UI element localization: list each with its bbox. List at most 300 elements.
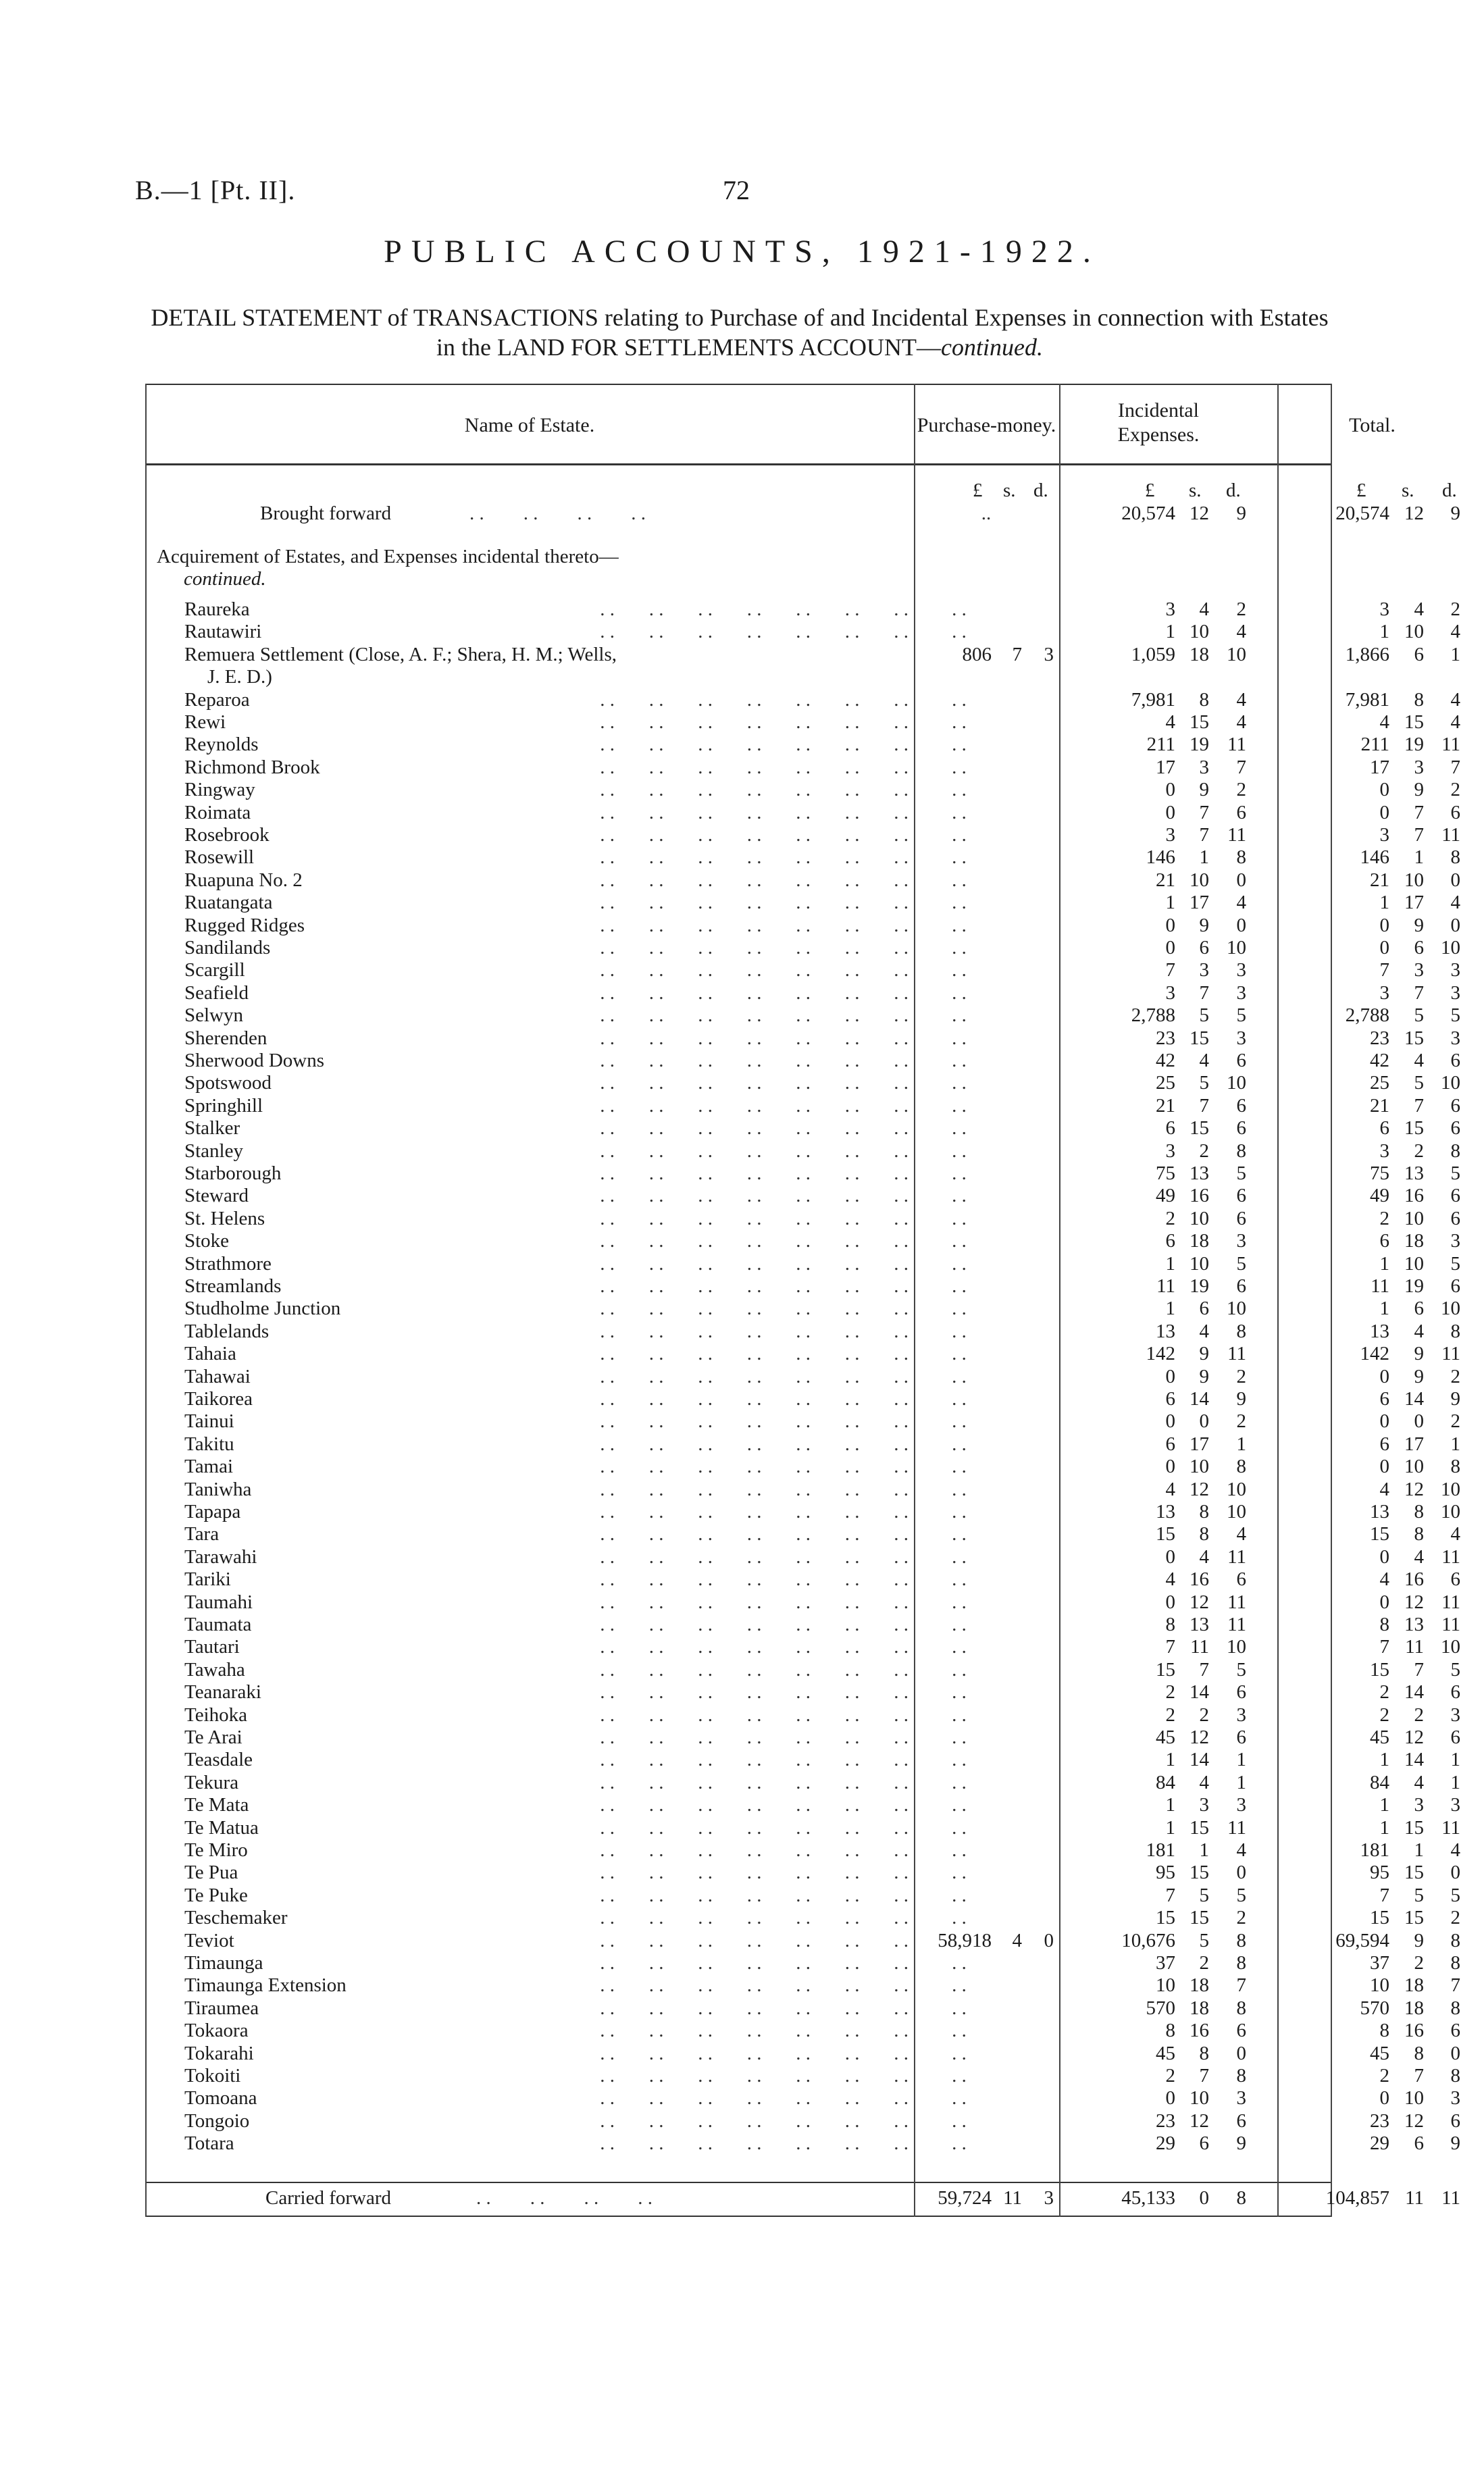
estate-name: Ruapuna No. 2 (184, 869, 303, 891)
total-pence: 11 (1441, 1614, 1460, 1635)
incidental-shillings: 15 (1189, 711, 1209, 733)
incidental-shillings: 13 (1189, 1614, 1209, 1635)
incidental-shillings: 9 (1199, 1365, 1209, 1387)
total-pence: 3 (1450, 981, 1460, 1004)
leader-dots: . . . . . . . . . . . . . . (600, 1004, 909, 1027)
incidental-shillings: 5 (1199, 1004, 1209, 1027)
total-pounds: 75 (1370, 1162, 1389, 1184)
estate-name: Teanaraki (184, 1681, 261, 1704)
total-shillings: 3 (1414, 959, 1424, 981)
table-row (145, 2020, 1460, 2042)
estate-name: Stalker (184, 1117, 240, 1140)
total-pence: 11 (1441, 1591, 1460, 1613)
total-pounds: 84 (1370, 1771, 1389, 1793)
incidental-shillings: 7 (1199, 2065, 1209, 2087)
incidental-pence: 6 (1236, 1207, 1246, 1229)
leader-dots: . . . . . . . . . . . . . . (600, 1884, 909, 1906)
estate-name: Stoke (184, 1230, 230, 1252)
total-pence: 7 (1450, 756, 1460, 778)
total-shillings: 4 (1414, 1771, 1424, 1793)
table-row (145, 959, 1460, 981)
incidental-pence: 6 (1236, 2020, 1246, 2042)
bf-total-pounds: 20,574 (1335, 503, 1389, 524)
purchase-empty-dots: . . (952, 869, 967, 891)
total-pence: 2 (1450, 1410, 1460, 1433)
estate-name: Richmond Brook (184, 756, 320, 778)
total-pounds: 21 (1370, 869, 1389, 891)
incidental-pence: 11 (1227, 734, 1246, 756)
purchase-pounds: 58,918 (938, 1929, 992, 1951)
total-pence: 3 (1450, 2087, 1460, 2109)
incidental-pounds: 142 (1146, 1343, 1175, 1365)
estate-name: St. Helens (184, 1207, 265, 1229)
total-pounds: 45 (1370, 2042, 1389, 2064)
incidental-shillings: 15 (1189, 1862, 1209, 1884)
total-shillings: 10 (1404, 1456, 1424, 1478)
leader-dots: . . . . . . . . . . . . . . (600, 959, 909, 981)
incidental-shillings: 15 (1189, 1027, 1209, 1049)
total-pence: 0 (1450, 914, 1460, 936)
total-pounds: 0 (1379, 1456, 1389, 1478)
total-shillings: 4 (1414, 1320, 1424, 1342)
total-pence: 1 (1450, 643, 1460, 665)
incidental-pence: 3 (1236, 1794, 1246, 1816)
estate-name: Starborough (184, 1162, 282, 1184)
incidental-pounds: 23 (1156, 2109, 1175, 2132)
leader-dots: . . . . . . . . . . . . . . (600, 1974, 909, 1997)
purchase-empty-dots: . . (952, 1207, 967, 1229)
incidental-pence: 10 (1227, 1636, 1246, 1658)
total-pence: 4 (1450, 688, 1460, 711)
incidental-shillings: 1 (1199, 846, 1209, 869)
leader-dots: . . . . . . . . . . . . . . (600, 1478, 909, 1500)
total-pence: 7 (1450, 1974, 1460, 1997)
total-pence: 1 (1450, 1433, 1460, 1455)
incidental-pence: 5 (1236, 1004, 1246, 1027)
estate-name: Te Pua (184, 1862, 238, 1884)
incidental-shillings: 8 (1199, 688, 1209, 711)
incidental-shillings: 18 (1189, 1997, 1209, 2019)
total-pounds: 0 (1379, 1365, 1389, 1387)
estate-name: Tongoio (184, 2109, 250, 2132)
incidental-pence: 1 (1236, 1771, 1246, 1793)
total-shillings: 0 (1414, 1410, 1424, 1433)
total-pence: 5 (1450, 1658, 1460, 1681)
purchase-empty-dots: . . (952, 1275, 967, 1297)
incidental-pence: 5 (1236, 1884, 1246, 1906)
purchase-empty-dots: . . (952, 914, 967, 936)
total-shillings: 17 (1404, 892, 1424, 914)
total-pence: 10 (1441, 1298, 1460, 1320)
incidental-shillings: 18 (1189, 643, 1209, 665)
incidental-pence: 2 (1236, 1907, 1246, 1929)
purchase-pence: 0 (1044, 1929, 1054, 1951)
brought-forward-purchase: .. (981, 503, 992, 524)
subtitle-main: DETAIL STATEMENT of TRANSACTIONS relating to Purchase of and Incidental Expenses in connection with Estates in the LAND FOR SETTLEMENTS ACCOUNT— (151, 304, 1329, 361)
total-shillings: 14 (1404, 1681, 1424, 1704)
total-pounds: 13 (1370, 1320, 1389, 1342)
estate-name: Taikorea (184, 1388, 253, 1410)
incidental-pence: 8 (1236, 1997, 1246, 2019)
total-pence: 6 (1450, 1727, 1460, 1748)
total-pounds: 3 (1379, 824, 1389, 846)
purchase-pounds: 806 (962, 643, 992, 665)
estate-name: Taumahi (184, 1591, 253, 1613)
estate-name: Tariki (184, 1568, 231, 1591)
total-pounds: 7 (1379, 1636, 1389, 1658)
table-row (145, 1207, 1460, 1230)
total-pounds: 0 (1379, 937, 1389, 958)
leader-dots: . . . . . . . . . . . . . . (600, 937, 909, 958)
total-pounds: 4 (1379, 711, 1389, 733)
total-pounds: 2 (1379, 1207, 1389, 1229)
leader-dots: . . . . . . . . . . . . . . (600, 2065, 909, 2087)
incidental-pounds: 7 (1165, 959, 1175, 981)
incidental-pence: 6 (1236, 1275, 1246, 1297)
page-ref: B.—1 [Pt. II]. (135, 175, 296, 205)
total-pence: 2 (1450, 779, 1460, 801)
incidental-pence: 3 (1236, 2087, 1246, 2109)
total-pounds: 1 (1379, 1298, 1389, 1320)
estate-name: Tahaia (184, 1343, 236, 1365)
table-row (145, 1140, 1460, 1162)
total-pence: 3 (1450, 1027, 1460, 1049)
purchase-empty-dots: . . (952, 2132, 967, 2155)
estate-name: Sherwood Downs (184, 1050, 325, 1071)
incidental-shillings: 5 (1199, 1929, 1209, 1951)
table-row (145, 1636, 1460, 1658)
purchase-empty-dots: . . (952, 1839, 967, 1861)
purchase-empty-dots: . . (952, 1636, 967, 1658)
leader-dots: . . . . . . . . . . . . . . (600, 824, 909, 846)
table-row (145, 1704, 1460, 1727)
total-pounds: 0 (1379, 914, 1389, 936)
total-pence: 1 (1450, 1771, 1460, 1793)
purchase-empty-dots: . . (952, 1794, 967, 1816)
total-shillings: 7 (1414, 981, 1424, 1004)
total-pounds: 49 (1370, 1185, 1389, 1207)
estate-name: Reynolds (184, 734, 259, 756)
incidental-pounds: 0 (1165, 2087, 1175, 2109)
leader-dots: . . . . . . . . . . . . . . (600, 2109, 909, 2132)
incidental-shillings: 10 (1189, 1207, 1209, 1229)
incidental-pence: 8 (1236, 1952, 1246, 1974)
incidental-pounds: 45 (1156, 1727, 1175, 1748)
incidental-pounds: 49 (1156, 1185, 1175, 1207)
incidental-pence: 1 (1236, 1433, 1246, 1455)
incidental-pence: 5 (1236, 1658, 1246, 1681)
incidental-pounds: 1 (1165, 892, 1175, 914)
total-shillings: 15 (1404, 1027, 1424, 1049)
estate-name: Teschemaker (184, 1907, 288, 1929)
purchase-empty-dots: . . (952, 1501, 967, 1523)
total-pounds: 15 (1370, 1907, 1389, 1929)
table-row (145, 1456, 1460, 1478)
total-pence: 11 (1441, 824, 1460, 846)
total-pounds: 4 (1379, 1568, 1389, 1591)
leader-dots: . . . . . . . . . . . . . . (600, 2042, 909, 2064)
incidental-shillings: 12 (1189, 2109, 1209, 2132)
table-row (145, 1478, 1460, 1501)
incidental-pounds: 0 (1165, 1410, 1175, 1433)
incidental-pence: 2 (1236, 779, 1246, 801)
incidental-pounds: 3 (1165, 598, 1175, 620)
leader-dots: . . . . . . . . (476, 2187, 653, 2209)
bf-incidental-pounds: 20,574 (1121, 503, 1175, 524)
table-row-continuation (145, 666, 1332, 688)
incidental-pounds: 570 (1146, 1997, 1175, 2019)
total-pounds: 3 (1379, 598, 1389, 620)
incidental-pence: 11 (1227, 1614, 1246, 1635)
total-pounds: 0 (1379, 1591, 1389, 1613)
total-pounds: 23 (1370, 2109, 1389, 2132)
leader-dots: . . . . . . . . . . . . . . (600, 1636, 909, 1658)
table-row (145, 1681, 1460, 1704)
incidental-shillings: 16 (1189, 1185, 1209, 1207)
estate-name: Taumata (184, 1614, 252, 1635)
incidental-pounds: 23 (1156, 1027, 1175, 1049)
total-pounds: 6 (1379, 1117, 1389, 1140)
col-header-total: Total. (1349, 414, 1396, 436)
estate-name: Teviot (184, 1929, 234, 1951)
incidental-pence: 6 (1236, 1681, 1246, 1704)
estate-name: Roimata (184, 801, 251, 823)
total-pence: 4 (1450, 892, 1460, 914)
total-shillings: 7 (1414, 824, 1424, 846)
incidental-shillings: 5 (1199, 1884, 1209, 1906)
total-shillings: 10 (1404, 1207, 1424, 1229)
incidental-shillings: 17 (1189, 892, 1209, 914)
purchase-empty-dots: . . (952, 621, 967, 643)
incidental-pence: 7 (1236, 1974, 1246, 1997)
incidental-pence: 7 (1236, 756, 1246, 778)
total-pence: 8 (1450, 846, 1460, 869)
incidental-shillings: 3 (1199, 756, 1209, 778)
total-pounds: 45 (1370, 1727, 1389, 1748)
total-pounds: 8 (1379, 2020, 1389, 2042)
incidental-shillings: 2 (1199, 1140, 1209, 1162)
purchase-empty-dots: . . (952, 1433, 967, 1455)
total-shillings: 5 (1414, 1884, 1424, 1906)
estate-name: Sandilands (184, 937, 271, 958)
incidental-pounds: 0 (1165, 914, 1175, 936)
total-pounds: 3 (1379, 981, 1389, 1004)
cf-incidental-pence: 8 (1236, 2187, 1246, 2209)
incidental-pounds: 0 (1165, 801, 1175, 823)
incidental-pence: 5 (1236, 1252, 1246, 1275)
incidental-shillings: 14 (1189, 1749, 1209, 1771)
total-pence: 5 (1450, 1162, 1460, 1184)
total-pence: 6 (1450, 1094, 1460, 1117)
purchase-empty-dots: . . (952, 1658, 967, 1681)
total-shillings: 10 (1404, 621, 1424, 643)
table-row (145, 1614, 1460, 1636)
total-pence: 6 (1450, 2020, 1460, 2042)
total-shillings: 19 (1404, 734, 1424, 756)
incidental-pounds: 146 (1146, 846, 1175, 869)
incidental-shillings: 1 (1199, 1839, 1209, 1861)
total-pence: 4 (1450, 711, 1460, 733)
total-pence: 8 (1450, 1929, 1460, 1951)
incidental-shillings: 2 (1199, 1952, 1209, 1974)
table-row (145, 1162, 1460, 1185)
total-pence: 4 (1450, 621, 1460, 643)
brought-forward-row (145, 503, 1460, 525)
total-shillings: 10 (1404, 1252, 1424, 1275)
incidental-pounds: 11 (1156, 1275, 1175, 1297)
leader-dots: . . . . . . . . . . . . . . (600, 1681, 909, 1704)
cf-purchase-pence: 3 (1044, 2187, 1054, 2209)
incidental-shillings: 4 (1199, 1771, 1209, 1793)
total-pounds: 2 (1379, 2065, 1389, 2087)
leader-dots: . . . . . . . . . . . . . . (600, 598, 909, 620)
bf-total-pence: 9 (1450, 503, 1460, 524)
total-pounds: 2 (1379, 1681, 1389, 1704)
total-shillings: 1 (1414, 846, 1424, 869)
estate-name: Tara (184, 1523, 220, 1545)
purchase-empty-dots: . . (952, 598, 967, 620)
leader-dots: . . . . . . . . . . . . . . (600, 1568, 909, 1591)
incidental-pounds: 21 (1156, 1094, 1175, 1117)
incidental-pence: 8 (1236, 1456, 1246, 1478)
estate-name: Steward (184, 1185, 249, 1207)
total-pounds: 7 (1379, 1884, 1389, 1906)
incidental-shillings: 2 (1199, 1704, 1209, 1726)
incidental-pounds: 181 (1146, 1839, 1175, 1861)
total-shillings: 8 (1414, 2042, 1424, 2064)
incidental-pounds: 95 (1156, 1862, 1175, 1884)
incidental-shillings: 10 (1189, 2087, 1209, 2109)
incidental-shillings: 4 (1199, 598, 1209, 620)
total-pounds: 570 (1360, 1997, 1389, 2019)
total-pence: 6 (1450, 1207, 1460, 1229)
incidental-pence: 10 (1227, 937, 1246, 958)
total-pounds: 15 (1370, 1523, 1389, 1545)
incidental-pence: 3 (1236, 1027, 1246, 1049)
incidental-pounds: 10 (1156, 1974, 1175, 1997)
total-shillings: 5 (1414, 1072, 1424, 1094)
estate-name: Scargill (184, 959, 245, 981)
purchase-empty-dots: . . (952, 1591, 967, 1613)
estate-name: Tautari (184, 1636, 240, 1658)
incidental-pounds: 25 (1156, 1072, 1175, 1094)
incidental-pounds: 6 (1165, 1230, 1175, 1252)
incidental-pence: 8 (1236, 846, 1246, 869)
cf-purchase-shillings: 11 (1003, 2187, 1022, 2209)
estate-name: Strathmore (184, 1252, 272, 1275)
estate-name: Ringway (184, 779, 255, 801)
incidental-shillings: 15 (1189, 1907, 1209, 1929)
incidental-pence: 11 (1227, 1545, 1246, 1568)
table-row (145, 756, 1460, 779)
total-pence: 9 (1450, 2132, 1460, 2155)
purchase-empty-dots: . . (952, 1884, 967, 1906)
incidental-pounds: 37 (1156, 1952, 1175, 1974)
total-pence: 8 (1450, 1456, 1460, 1478)
purchase-empty-dots: . . (952, 1545, 967, 1568)
purchase-empty-dots: . . (952, 1456, 967, 1478)
incidental-pounds: 17 (1156, 756, 1175, 778)
purchase-empty-dots: . . (952, 2042, 967, 2064)
leader-dots: . . . . . . . . . . . . . . (600, 846, 909, 869)
incidental-shillings: 18 (1189, 1974, 1209, 1997)
incidental-pence: 6 (1236, 801, 1246, 823)
total-pence: 8 (1450, 1952, 1460, 1974)
total-pounds: 1 (1379, 892, 1389, 914)
table-row (145, 1320, 1460, 1343)
incidental-pence: 3 (1236, 981, 1246, 1004)
leader-dots: . . . . . . . . . . . . . . (600, 621, 909, 643)
incidental-pence: 11 (1227, 824, 1246, 846)
incidental-pounds: 13 (1156, 1501, 1175, 1523)
incidental-pounds: 21 (1156, 869, 1175, 891)
leader-dots: . . . . . . . . . . . . . . (600, 2020, 909, 2042)
table-row (145, 1907, 1460, 1929)
purchase-empty-dots: . . (952, 1478, 967, 1500)
table-row (145, 801, 1460, 824)
estate-name: Tiraumea (184, 1997, 259, 2019)
incidental-pounds: 3 (1165, 824, 1175, 846)
incidental-shillings: 12 (1189, 1591, 1209, 1613)
total-pence: 10 (1441, 1072, 1460, 1094)
incidental-pence: 8 (1236, 1320, 1246, 1342)
total-pence: 2 (1450, 1365, 1460, 1387)
purchase-empty-dots: . . (952, 892, 967, 914)
purchase-empty-dots: . . (952, 1997, 967, 2019)
total-pounds: 0 (1379, 801, 1389, 823)
table-row (145, 824, 1460, 846)
purchase-empty-dots: . . (952, 688, 967, 711)
brought-forward-label: Brought forward (260, 503, 392, 524)
table-row (145, 937, 1460, 959)
total-pence: 2 (1450, 598, 1460, 620)
total-pounds: 3 (1379, 1140, 1389, 1162)
total-pence: 9 (1450, 1388, 1460, 1410)
leader-dots: . . . . . . . . . . . . . . (600, 1094, 909, 1117)
leader-dots: . . . . . . . . . . . . . . (600, 1410, 909, 1433)
table-row (145, 1929, 1460, 1952)
incidental-pence: 11 (1227, 1343, 1246, 1365)
table-row (145, 1545, 1460, 1568)
incidental-shillings: 8 (1199, 2042, 1209, 2064)
table-row (145, 1275, 1460, 1298)
leader-dots: . . . . . . . . . . . . . . (600, 1140, 909, 1162)
leader-dots: . . . . . . . . . . . . . . (600, 688, 909, 711)
incidental-pounds: 1 (1165, 1252, 1175, 1275)
estate-name-continuation: J. E. D.) (207, 666, 272, 688)
incidental-pounds: 1 (1165, 621, 1175, 643)
purchase-empty-dots: . . (952, 1162, 967, 1184)
total-shillings: 13 (1404, 1162, 1424, 1184)
incidental-shillings: 19 (1189, 734, 1209, 756)
leader-dots: . . . . . . . . . . . . . . (600, 1952, 909, 1974)
table-row (145, 1749, 1460, 1771)
col-header-incidental: Incidental Expenses. (1117, 399, 1200, 446)
incidental-pence: 10 (1227, 1478, 1246, 1500)
table-row (145, 1388, 1460, 1410)
total-shillings: 3 (1414, 1794, 1424, 1816)
page-title: PUBLIC ACCOUNTS, 1921-1922. (384, 234, 1100, 270)
total-shillings: 18 (1404, 1974, 1424, 1997)
total-pounds: 23 (1370, 1027, 1389, 1049)
incidental-pence: 3 (1236, 959, 1246, 981)
estate-name: Spotswood (184, 1072, 272, 1094)
incidental-pence: 3 (1236, 1704, 1246, 1726)
purchase-empty-dots: . . (952, 1050, 967, 1071)
table-row (145, 1727, 1460, 1749)
estate-name: Te Arai (184, 1727, 242, 1748)
unit-pound: £ (1145, 480, 1155, 501)
